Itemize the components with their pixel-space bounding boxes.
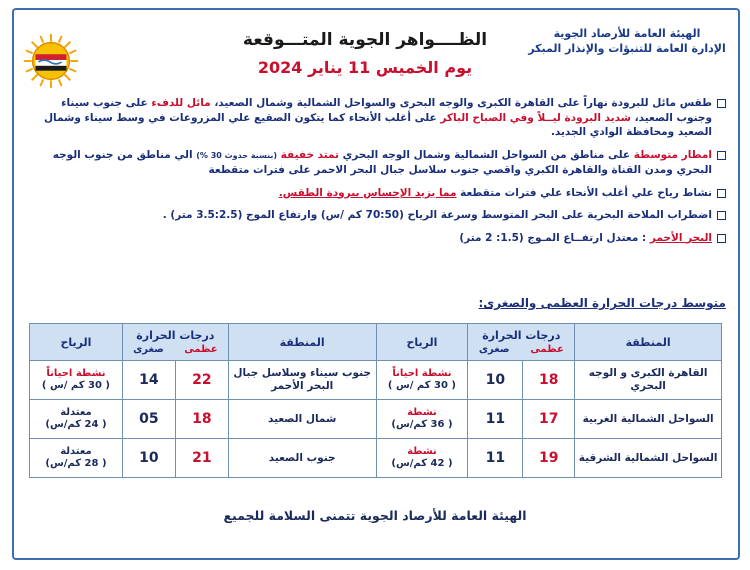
meteorological-authority-logo-icon <box>22 32 80 90</box>
header-region: المنطقة <box>575 324 722 361</box>
temperature-table-title: متوسط درجات الحرارة العظمى والصغرى: <box>478 296 726 310</box>
list-item: اضطراب الملاحة البحرية على البحر المتوسط وسرعة الرياح (70:50 كم /س) وارتفاع الموج (3.5:2.5 متر) . <box>36 208 726 223</box>
checkbox-bullet-icon <box>717 234 726 243</box>
table-row: القاهرة الكبرى و الوجه البحري 18 10 نشطة احياناً ( 30 كم /س ) جنوب سيناء وسلاسل جبال البحر الأحمر 22 14 نشطة احياناً ( 30 كم /س ) <box>30 361 722 400</box>
header-wind: الرياح <box>376 324 468 361</box>
page-title: الظــــواهر الجوية المتـــوقعة <box>242 30 488 50</box>
table-row: السواحل الشمالية الغربية 17 11 نشطة ( 36 كم/س) شمال الصعيد 18 05 معتدلة ( 24 كم/س) <box>30 400 722 439</box>
header-temps: درجات الحرارة عظمى صغرى <box>468 324 575 361</box>
list-item: امطار متوسطة على مناطق من السواحل الشمالية وشمال الوجه البحري تمتد خفيفة (بنسبة حدوث 30 %) الي مناطق من جنوب الوجه البحري ومدن القناة والقاهرة الكبري واقصي جنوب سلاسل جبال البحر الاحمر على فترات متقطعة <box>36 148 726 178</box>
checkbox-bullet-icon <box>717 189 726 198</box>
list-item: البحر الأحمر : معتدل ارتفــاع المـوج (1.5: 2 متر) <box>36 231 726 246</box>
list-item: نشاط رياح علي أغلب الأنحاء علي فترات متقطعة مما يزيد الإحساس ببرودة الطقس. <box>36 186 726 201</box>
temperature-table <box>29 323 722 478</box>
phenomena-list <box>36 96 726 253</box>
checkbox-bullet-icon <box>717 99 726 108</box>
forecast-date: يوم الخميس 11 يناير 2024 <box>257 58 473 77</box>
header-region: المنطقة <box>228 324 376 361</box>
table-row: السواحل الشمالية الشرقية 19 11 نشطة ( 42 كم/س) جنوب الصعيد 21 10 معتدلة ( 28 كم/س) <box>30 439 722 478</box>
table-header-row <box>30 324 722 361</box>
organization-header <box>522 26 732 56</box>
header-wind: الرياح <box>30 324 123 361</box>
checkbox-bullet-icon <box>717 211 726 220</box>
checkbox-bullet-icon <box>717 151 726 160</box>
org-line-2: الإدارة العامة للتنبؤات والإنذار المبكر <box>528 42 726 55</box>
org-line-1: الهيئة العامة للأرصاد الجوية <box>553 27 701 40</box>
footer-note: الهيئة العامة للأرصاد الجوية تتمنى السلامة للجميع <box>223 508 527 523</box>
header-temps: درجات الحرارة عظمى صغرى <box>122 324 228 361</box>
list-item: طقس مائل للبرودة نهاراً على القاهرة الكبرى والوجه البحرى والسواحل الشمالية وشمال الصعيد، مائل للدفء على جنوب سيناء وجنوب الصعيد، شديد البرودة ليــلاً وفي الصباح الباكر على أغلب الأنحاء كما يتكون الصقيع علي المزروعات في وسط سيناء وشمال الصعيد ومحافظة الوادي الجديد. <box>36 96 726 140</box>
